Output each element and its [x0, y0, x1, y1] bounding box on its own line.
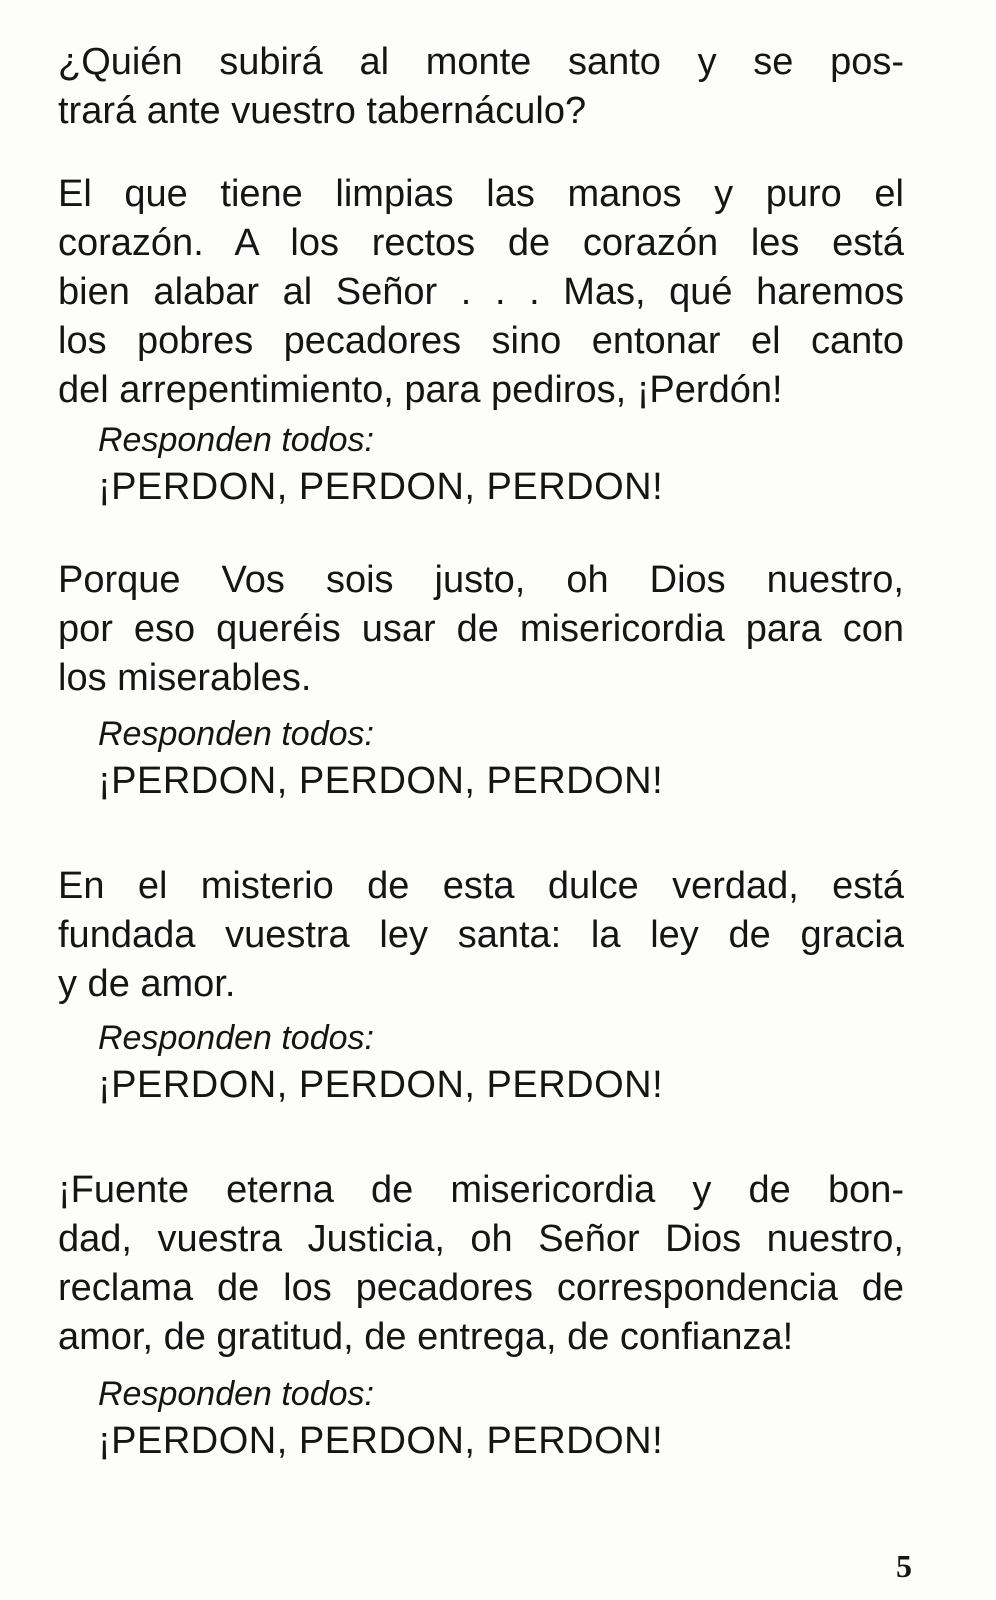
stanza-line: ¿Quién subirá al monte santo y se pos-	[58, 41, 904, 83]
stanza-line: fundada vuestra ley santa: la ley de gracia	[58, 914, 904, 956]
stanza-line: trará ante vuestro tabernáculo?	[58, 90, 587, 132]
stanza-1	[58, 38, 904, 136]
stanza-line: por eso queréis usar de misericordia para con	[58, 608, 904, 650]
response: ¡PERDON, PERDON, PERDON!	[98, 466, 664, 508]
stanza-line: los miserables.	[58, 657, 312, 699]
stanza-line: dad, vuestra Justicia, oh Señor Dios nuestro,	[58, 1218, 904, 1260]
page-number: 5	[896, 1548, 912, 1584]
response: ¡PERDON, PERDON, PERDON!	[98, 760, 664, 802]
stanza-3	[58, 556, 904, 703]
stanza-line: y de amor.	[58, 963, 236, 1005]
stanza-line: corazón. A los rectos de corazón les está	[58, 222, 904, 264]
stanza-line: del arrepentimiento, para pediros, ¡Perdón!	[58, 369, 783, 411]
stanza-line: ¡Fuente eterna de misericordia y de bon-	[58, 1169, 904, 1211]
rubric: Responden todos:	[98, 1019, 374, 1057]
rubric: Responden todos:	[98, 715, 374, 753]
stanza-line: En el misterio de esta dulce verdad, está	[58, 865, 904, 907]
stanza-4	[58, 862, 904, 1009]
stanza-line: bien alabar al Señor . . . Mas, qué haremos	[58, 271, 904, 313]
stanza-2	[58, 170, 904, 415]
stanza-line: reclama de los pecadores correspondencia de	[58, 1267, 904, 1309]
stanza-line: los pobres pecadores sino entonar el canto	[58, 320, 904, 362]
response: ¡PERDON, PERDON, PERDON!	[98, 1420, 664, 1462]
stanza-line: amor, de gratitud, de entrega, de confianza!	[58, 1316, 794, 1358]
stanza-5	[58, 1166, 904, 1362]
rubric: Responden todos:	[98, 1375, 374, 1413]
response: ¡PERDON, PERDON, PERDON!	[98, 1064, 664, 1106]
stanza-line: Porque Vos sois justo, oh Dios nuestro,	[58, 559, 904, 601]
stanza-line: El que tiene limpias las manos y puro el	[58, 173, 904, 215]
rubric: Responden todos:	[98, 421, 374, 459]
